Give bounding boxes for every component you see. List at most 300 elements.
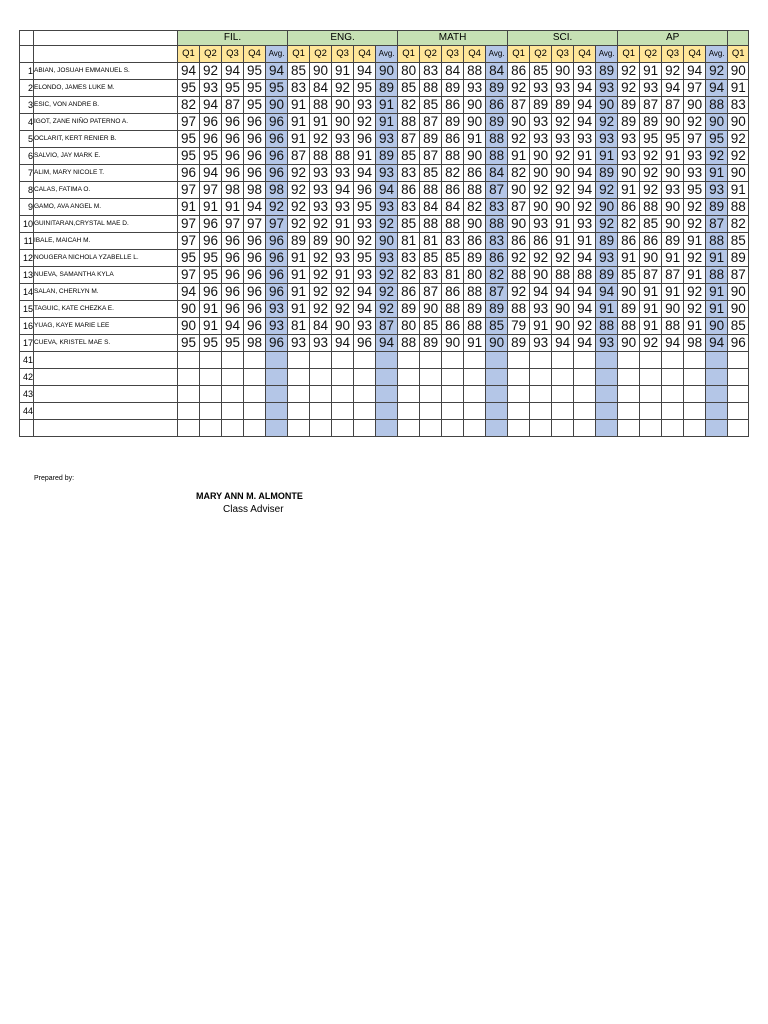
average-grade: 93: [376, 165, 398, 182]
grade-cell: [530, 403, 552, 420]
average-grade: 94: [376, 335, 398, 352]
grade-cell: 87: [640, 97, 662, 114]
student-name: OCLARIT, KERT RENIER B.: [34, 131, 178, 148]
student-name: [34, 403, 178, 420]
grade-cell: [310, 403, 332, 420]
grade-cell: 94: [574, 80, 596, 97]
grade-cell: 96: [244, 267, 266, 284]
average-grade: 90: [486, 335, 508, 352]
grade-cell: 91: [464, 335, 486, 352]
grade-cell: 92: [310, 131, 332, 148]
grade-cell: 92: [310, 301, 332, 318]
average-grade: 92: [706, 148, 728, 165]
average-grade: 94: [706, 80, 728, 97]
grade-cell: [376, 403, 398, 420]
grade-cell: 97: [178, 216, 200, 233]
grade-cell: [420, 403, 442, 420]
student-name: IGOT, ZANE NIÑO PATERNO A.: [34, 114, 178, 131]
grade-cell: 91: [288, 131, 310, 148]
quarter-header: Q4: [684, 46, 706, 63]
grade-cell: 89: [530, 97, 552, 114]
student-row: [20, 148, 749, 165]
student-row: [20, 284, 749, 301]
average-grade: 89: [706, 199, 728, 216]
grade-cell: 88: [442, 301, 464, 318]
average-grade: 95: [266, 80, 288, 97]
grade-cell: 96: [244, 131, 266, 148]
grade-cell: 90: [508, 114, 530, 131]
average-grade: 83: [486, 199, 508, 216]
grade-cell: [420, 352, 442, 369]
grade-cell: 86: [640, 233, 662, 250]
average-grade: 96: [266, 284, 288, 301]
grade-cell: [618, 420, 640, 437]
grade-cell: [464, 386, 486, 403]
grade-cell: [596, 369, 618, 386]
grade-cell: 87: [398, 131, 420, 148]
grade-cell: 91: [288, 301, 310, 318]
grade-cell: 93: [530, 80, 552, 97]
grade-cell: 91: [288, 284, 310, 301]
average-grade: 93: [266, 318, 288, 335]
grade-cell: 91: [662, 148, 684, 165]
grade-cell: [530, 369, 552, 386]
grade-cell: 82: [464, 199, 486, 216]
average-grade: 91: [706, 250, 728, 267]
row-number: 5: [20, 131, 34, 148]
grade-cell: 83: [420, 267, 442, 284]
grade-cell: [310, 420, 332, 437]
grade-cell: [354, 386, 376, 403]
grade-cell: 94: [574, 284, 596, 301]
grade-cell: 91: [288, 114, 310, 131]
student-name: ALIM, MARY NICOLE T.: [34, 165, 178, 182]
grade-cell: 87: [508, 199, 530, 216]
grade-cell: 93: [200, 80, 222, 97]
grade-cell: 96: [222, 148, 244, 165]
average-grade: 87: [706, 216, 728, 233]
grade-cell: 92: [640, 148, 662, 165]
grade-cell: 88: [420, 216, 442, 233]
row-number: [20, 420, 34, 437]
grade-cell: 91: [574, 148, 596, 165]
grade-cell: 86: [508, 63, 530, 80]
grade-cell: [178, 352, 200, 369]
quarter-header: Q2: [200, 46, 222, 63]
grade-cell: 92: [288, 182, 310, 199]
grade-cell: 92: [684, 216, 706, 233]
grade-cell: 85: [420, 318, 442, 335]
grade-cell: 84: [310, 318, 332, 335]
grade-cell: [662, 420, 684, 437]
empty-row: [20, 352, 749, 369]
grade-cell: 93: [640, 80, 662, 97]
grade-cell: 90: [508, 182, 530, 199]
row-number: 8: [20, 182, 34, 199]
grade-cell: 90: [464, 216, 486, 233]
grade-cell: 97: [200, 182, 222, 199]
grade-cell: 95: [354, 199, 376, 216]
prepared-by-label: Prepared by:: [34, 475, 75, 482]
grade-cell: 92: [530, 182, 552, 199]
grade-cell: 92: [288, 165, 310, 182]
grade-cell: 88: [442, 216, 464, 233]
grade-cell: 94: [574, 182, 596, 199]
grade-cell: 93: [310, 335, 332, 352]
grade-cell: 87: [728, 267, 749, 284]
grade-cell: [354, 403, 376, 420]
grade-cell: 95: [200, 267, 222, 284]
grade-cell: 89: [420, 131, 442, 148]
average-grade: 92: [376, 267, 398, 284]
grade-cell: 90: [442, 335, 464, 352]
grade-cell: 92: [310, 216, 332, 233]
grade-cell: [244, 369, 266, 386]
grade-cell: 91: [508, 148, 530, 165]
grade-cell: 93: [618, 131, 640, 148]
grade-cell: [728, 369, 749, 386]
grade-cell: 91: [574, 233, 596, 250]
grade-cell: 89: [618, 301, 640, 318]
grade-cell: 88: [420, 80, 442, 97]
grade-cell: 86: [618, 199, 640, 216]
grade-cell: 88: [310, 148, 332, 165]
average-grade: 90: [706, 318, 728, 335]
average-grade: 92: [706, 63, 728, 80]
grade-cell: 93: [684, 165, 706, 182]
quarter-header-extra: Q1: [728, 46, 749, 63]
grade-cell: [640, 386, 662, 403]
empty-row: [20, 420, 749, 437]
average-grade: 89: [596, 233, 618, 250]
grade-cell: 91: [662, 250, 684, 267]
grade-cell: 90: [662, 301, 684, 318]
grade-cell: 94: [332, 335, 354, 352]
quarter-header: Q2: [420, 46, 442, 63]
grade-cell: [222, 369, 244, 386]
grade-cell: 92: [552, 250, 574, 267]
grade-cell: 90: [552, 63, 574, 80]
grade-cell: 92: [508, 250, 530, 267]
average-header-label: Avg.: [268, 49, 285, 58]
average-grade: 96: [266, 267, 288, 284]
student-row: [20, 199, 749, 216]
grade-cell: 92: [354, 233, 376, 250]
grade-cell: [508, 420, 530, 437]
grade-cell: 95: [200, 335, 222, 352]
grade-cell: 91: [640, 284, 662, 301]
grade-cell: 95: [662, 131, 684, 148]
grade-cell: 92: [574, 318, 596, 335]
average-grade: 87: [486, 182, 508, 199]
grade-cell: 93: [354, 216, 376, 233]
average-grade: 90: [706, 114, 728, 131]
grade-cell: 94: [552, 284, 574, 301]
grade-cell: 92: [684, 301, 706, 318]
average-grade: 91: [706, 165, 728, 182]
grade-cell: 97: [222, 216, 244, 233]
average-grade: 89: [486, 80, 508, 97]
row-number: 10: [20, 216, 34, 233]
average-grade: 86: [486, 250, 508, 267]
grade-cell: [530, 386, 552, 403]
student-row: [20, 165, 749, 182]
row-number: 42: [20, 369, 34, 386]
quarter-header: Q3: [222, 46, 244, 63]
grade-cell: 90: [332, 114, 354, 131]
grade-cell: 85: [420, 250, 442, 267]
grade-cell: [442, 420, 464, 437]
grade-cell: 91: [200, 199, 222, 216]
grade-cell: 90: [420, 301, 442, 318]
student-row: [20, 318, 749, 335]
grade-cell: [442, 403, 464, 420]
grade-cell: 92: [618, 63, 640, 80]
grade-cell: 90: [662, 165, 684, 182]
grade-cell: [684, 352, 706, 369]
grade-cell: 96: [222, 284, 244, 301]
average-grade: 84: [486, 63, 508, 80]
average-grade: 93: [596, 80, 618, 97]
grade-cell: 93: [354, 318, 376, 335]
grade-cell: 82: [618, 216, 640, 233]
grade-cell: 93: [552, 80, 574, 97]
grade-cell: 90: [332, 97, 354, 114]
grade-cell: 91: [332, 216, 354, 233]
grade-cell: 87: [508, 97, 530, 114]
average-grade: 89: [596, 267, 618, 284]
average-grade: 93: [376, 250, 398, 267]
grade-cell: 91: [354, 148, 376, 165]
grade-cell: 90: [552, 199, 574, 216]
grade-cell: 95: [640, 131, 662, 148]
grade-cell: [728, 420, 749, 437]
grade-cell: [222, 403, 244, 420]
grade-cell: 93: [354, 97, 376, 114]
grade-cell: [508, 403, 530, 420]
grade-cell: 82: [398, 267, 420, 284]
grade-cell: 92: [640, 165, 662, 182]
grade-cell: [464, 403, 486, 420]
grade-cell: [684, 420, 706, 437]
grade-cell: 95: [684, 182, 706, 199]
grade-cell: 94: [574, 97, 596, 114]
subject-header: FIL.: [178, 31, 288, 46]
average-grade: 89: [596, 63, 618, 80]
grade-cell: 96: [200, 284, 222, 301]
grade-cell: 92: [508, 284, 530, 301]
grade-cell: 88: [464, 318, 486, 335]
average-grade: 94: [376, 182, 398, 199]
grade-cell: 90: [530, 165, 552, 182]
average-grade: 96: [266, 233, 288, 250]
grade-cell: 82: [178, 97, 200, 114]
row-number: 6: [20, 148, 34, 165]
grade-cell: [266, 386, 288, 403]
grade-cell: [706, 369, 728, 386]
quarter-header: Q2: [640, 46, 662, 63]
row-number: 43: [20, 386, 34, 403]
grade-cell: 93: [530, 131, 552, 148]
average-grade: 92: [596, 216, 618, 233]
grade-cell: 85: [640, 216, 662, 233]
grade-cell: 90: [332, 233, 354, 250]
grade-cell: 98: [684, 335, 706, 352]
quarter-header: Q2: [530, 46, 552, 63]
student-name: CALAS, FATIMA O.: [34, 182, 178, 199]
average-header-label: Avg.: [598, 49, 615, 58]
grade-cell: [640, 369, 662, 386]
grade-cell: 88: [508, 301, 530, 318]
grade-cell: 94: [574, 335, 596, 352]
average-grade: 92: [376, 301, 398, 318]
grade-cell: 89: [310, 233, 332, 250]
row-number: 1: [20, 63, 34, 80]
grade-cell: 92: [552, 148, 574, 165]
grade-cell: [596, 352, 618, 369]
grade-cell: 91: [200, 318, 222, 335]
grade-cell: 93: [354, 267, 376, 284]
grade-cell: [288, 403, 310, 420]
average-grade: 87: [486, 284, 508, 301]
grade-cell: [332, 403, 354, 420]
grade-cell: 94: [574, 114, 596, 131]
average-grade: 89: [486, 114, 508, 131]
grade-cell: [552, 420, 574, 437]
grade-cell: 82: [728, 216, 749, 233]
grade-cell: 94: [244, 199, 266, 216]
grade-cell: 83: [288, 80, 310, 97]
grade-cell: 93: [332, 250, 354, 267]
grade-cell: 90: [530, 267, 552, 284]
grade-cell: 91: [310, 114, 332, 131]
average-header: [706, 46, 728, 63]
grade-cell: 90: [728, 165, 749, 182]
grade-cell: 90: [508, 216, 530, 233]
grade-cell: 96: [244, 284, 266, 301]
grade-cell: 95: [354, 250, 376, 267]
average-grade: 84: [486, 165, 508, 182]
grade-cell: 92: [310, 250, 332, 267]
grade-cell: 89: [552, 97, 574, 114]
grade-cell: 85: [728, 318, 749, 335]
grade-cell: 93: [530, 216, 552, 233]
quarter-header: Q4: [464, 46, 486, 63]
subject-header-extra: [728, 31, 749, 46]
grade-cell: 96: [244, 250, 266, 267]
grade-cell: 96: [200, 131, 222, 148]
corner-cell: [20, 31, 34, 46]
grade-cell: 93: [332, 165, 354, 182]
student-name: [34, 386, 178, 403]
subject-header: SCI.: [508, 31, 618, 46]
grade-cell: [376, 369, 398, 386]
grade-cell: 88: [464, 284, 486, 301]
grade-cell: 85: [728, 233, 749, 250]
subject-header: MATH: [398, 31, 508, 46]
student-row: [20, 131, 749, 148]
row-number: 2: [20, 80, 34, 97]
grade-cell: 91: [332, 267, 354, 284]
grade-cell: 92: [640, 182, 662, 199]
grade-cell: [596, 403, 618, 420]
grade-cell: 95: [178, 148, 200, 165]
grade-cell: 91: [222, 199, 244, 216]
grade-cell: 93: [552, 131, 574, 148]
row-number: 41: [20, 352, 34, 369]
student-row: [20, 182, 749, 199]
average-grade: 90: [266, 97, 288, 114]
student-name: NUEVA, SAMANTHA KYLA: [34, 267, 178, 284]
grade-cell: [442, 352, 464, 369]
average-grade: 96: [266, 131, 288, 148]
grade-cell: 92: [288, 199, 310, 216]
grade-cell: 94: [354, 284, 376, 301]
grade-cell: 88: [552, 267, 574, 284]
grade-cell: 87: [420, 148, 442, 165]
grade-cell: [662, 403, 684, 420]
grade-cell: 90: [464, 148, 486, 165]
grade-cell: 90: [728, 284, 749, 301]
student-name: IBALE, MAICAH M.: [34, 233, 178, 250]
grade-cell: 91: [200, 301, 222, 318]
grade-cell: 95: [178, 80, 200, 97]
grade-cell: 86: [398, 182, 420, 199]
grade-cell: 92: [574, 199, 596, 216]
average-grade: 87: [376, 318, 398, 335]
grade-cell: 95: [244, 63, 266, 80]
grade-cell: 88: [398, 114, 420, 131]
grade-cell: 91: [684, 267, 706, 284]
grade-cell: 90: [178, 318, 200, 335]
grade-cell: 90: [728, 63, 749, 80]
subject-header: ENG.: [288, 31, 398, 46]
grade-cell: [552, 352, 574, 369]
student-name: SALAN, CHERLYN M.: [34, 284, 178, 301]
grade-cell: 90: [332, 318, 354, 335]
average-grade: 94: [596, 284, 618, 301]
grade-cell: 95: [222, 80, 244, 97]
grade-cell: 88: [508, 267, 530, 284]
grade-cell: 96: [354, 182, 376, 199]
grade-cell: [266, 420, 288, 437]
empty-row: [20, 386, 749, 403]
grade-cell: [552, 386, 574, 403]
student-row: [20, 250, 749, 267]
grade-cell: 91: [464, 131, 486, 148]
grade-cell: 92: [530, 250, 552, 267]
grade-cell: 93: [310, 165, 332, 182]
grade-cell: [288, 369, 310, 386]
grade-cell: [398, 369, 420, 386]
grade-cell: 94: [662, 80, 684, 97]
grade-cell: 96: [222, 267, 244, 284]
average-grade: 91: [596, 148, 618, 165]
student-row: [20, 335, 749, 352]
grade-cell: 94: [354, 63, 376, 80]
average-grade: 96: [266, 148, 288, 165]
grade-cell: 93: [288, 335, 310, 352]
student-row: [20, 97, 749, 114]
grade-cell: 83: [398, 250, 420, 267]
grade-cell: 85: [442, 250, 464, 267]
grade-cell: [244, 420, 266, 437]
grade-cell: [464, 352, 486, 369]
grade-cell: [266, 369, 288, 386]
average-grade: 93: [706, 182, 728, 199]
quarter-header: Q1: [178, 46, 200, 63]
grade-cell: [332, 352, 354, 369]
